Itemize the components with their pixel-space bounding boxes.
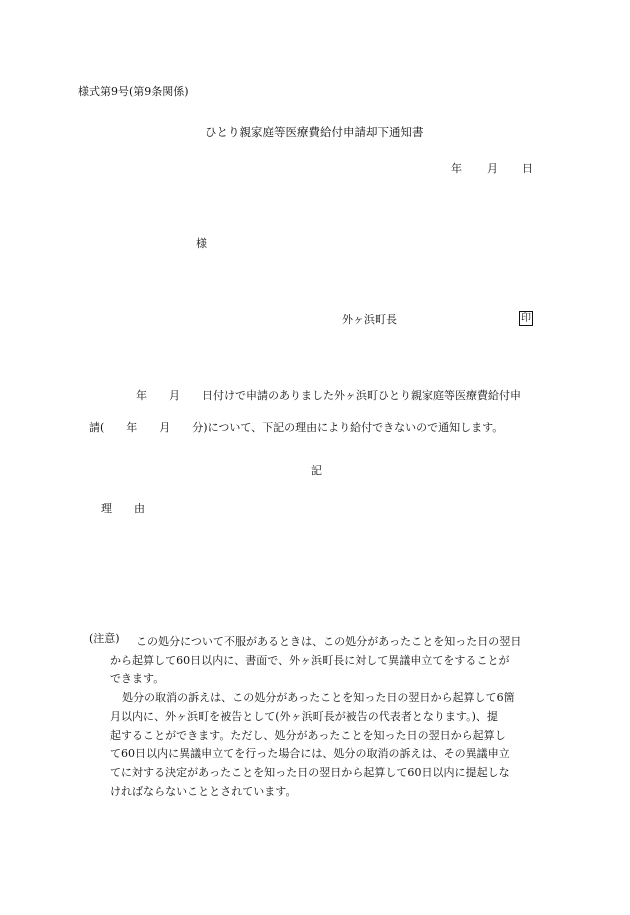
date-day: 日 [522, 162, 533, 175]
seal-mark: 印 [521, 313, 531, 324]
reason-label: 理 由 [101, 502, 145, 515]
note-body [110, 633, 556, 801]
note-line: てに対する決定があったことを知った日の翌日から起算して60日以内に提起しな [110, 765, 510, 779]
note-label: (注意) [89, 632, 120, 645]
form-number: 様式第9号(第9条関係) [78, 85, 189, 98]
note-line: できます。 [110, 672, 165, 686]
date-line [451, 163, 533, 174]
note-line: 処分の取消の訴えは、この処分があったことを知った日の翌日から起算して6箇 [122, 691, 515, 705]
body-line-1: 年 月 日付けで申請のありました外ヶ浜町ひとり親家庭等医療費給付申 [136, 389, 521, 402]
note-line: て60日以内に異議申立てを行った場合には、処分の取消の訴えは、その異議申立 [110, 747, 510, 761]
body-line-2: 請( 年 月 分)について、下記の理由により給付できないので通知します。 [89, 421, 504, 434]
note-line: から起算して60日以内に、書面で、外ヶ浜町長に対して異議申立てをすることが [110, 653, 510, 667]
note-line: ければならないこととされています。 [110, 784, 297, 798]
date-month: 月 [487, 162, 498, 175]
note-line: 起することができます。ただし、処分があったことを知った日の翌日から起算し [110, 728, 506, 742]
note-line: この処分について不服があるときは、この処分があったことを知った日の翌日 [136, 635, 522, 648]
addressee-suffix: 様 [196, 237, 207, 250]
document-title: ひとり親家庭等医療費給付申請却下通知書 [205, 125, 424, 139]
ki-heading: 記 [311, 464, 322, 477]
date-year: 年 [451, 162, 462, 175]
issuer-name: 外ヶ浜町長 [342, 313, 397, 326]
note-line: 月以内に、外ヶ浜町を被告として(外ヶ浜町長が被告の代表者となります。)、提 [110, 709, 498, 723]
